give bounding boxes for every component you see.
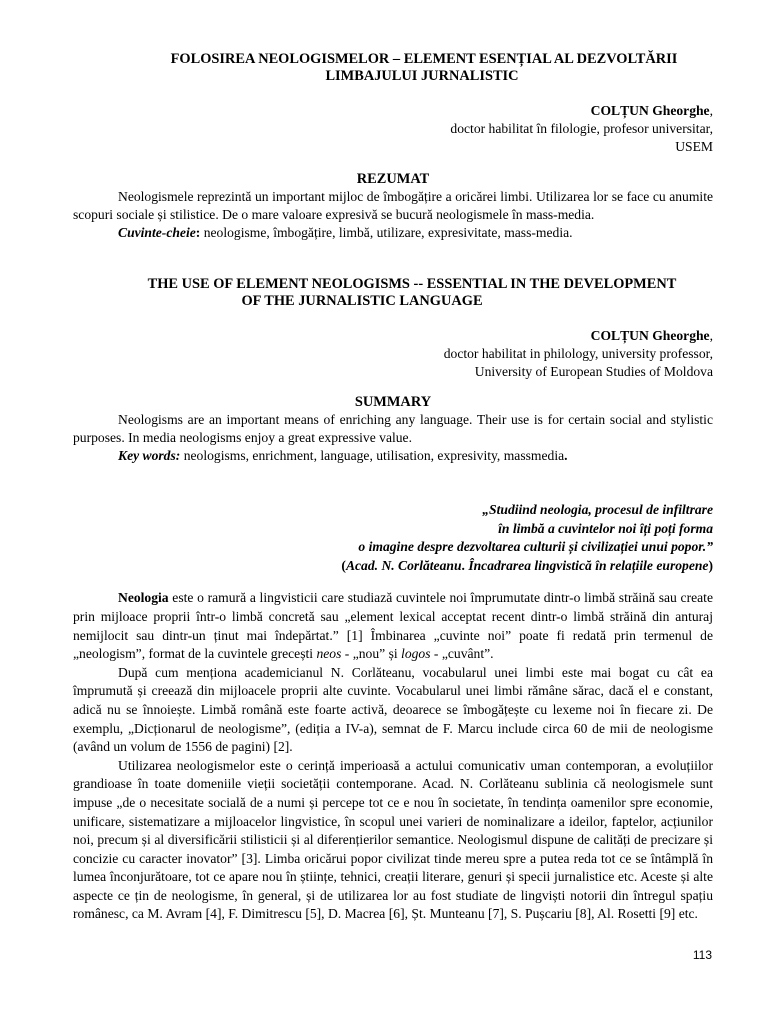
body-p1-logos: logos [401, 646, 431, 662]
body-p1-neos: neos [316, 646, 342, 662]
ro-title-cont [73, 68, 713, 85]
ro-keywords [73, 224, 713, 242]
motto-quote [73, 501, 713, 575]
ro-keywords-label: Cuvinte-cheie [118, 225, 196, 240]
body-term-neologia: Neologia [118, 590, 169, 606]
motto-line3: o imagine despre dezvoltarea culturii și civilizației unui popor.” [358, 539, 713, 555]
motto-line2: în limbă a cuvintelor noi îți poți forma [498, 520, 713, 536]
ro-author-title: doctor habilitat în filologie, profesor universitar, [450, 121, 713, 136]
ro-author-name: COLȚUN Gheorghe [590, 103, 710, 118]
ro-keywords-sep: : [195, 225, 204, 240]
body-p1-b: - „nou” și [341, 646, 402, 662]
body-paragraph-1 [73, 589, 713, 663]
motto-src-work: Încadrarea lingvistică în relațiile europene [468, 557, 709, 573]
ro-author-org: USEM [675, 139, 713, 154]
en-author-name: COLȚUN Gheorghe [590, 328, 710, 343]
en-title-cont [73, 293, 713, 310]
motto-src-close: ) [708, 557, 713, 573]
en-title-line1: THE USE OF ELEMENT NEOLOGISMS -- ESSENTIAL IN THE DEVELOPMENT [147, 276, 677, 292]
ro-abstract-heading: REZUMAT [356, 171, 430, 187]
en-author-comma: , [709, 328, 713, 343]
motto-src-dot: . [461, 557, 469, 573]
motto-src-open: ( [341, 557, 346, 573]
ro-author-block [73, 102, 713, 156]
motto-src-author: Acad. N. Corlăteanu [345, 557, 462, 573]
en-keywords-end: . [564, 448, 568, 463]
motto-line1: „Studiind neologia, procesul de infiltrare [482, 502, 713, 517]
page-number: 113 [692, 948, 712, 962]
en-keywords [73, 447, 713, 465]
en-author-block [73, 327, 713, 381]
en-title [73, 276, 713, 293]
ro-abstract-text: Neologismele reprezintă un important mijloc de îmbogățire a oricărei limbi. Utilizarea lor se face cu anumite scopuri sociale și stilistice. De o mare valoare expresivă se bucură neologismele în mass-media. [73, 189, 713, 222]
en-author-title: doctor habilitat in philology, university professor, [443, 346, 713, 361]
en-keywords-list: neologisms, enrichment, language, utilisation, expresivity, massmedia [180, 448, 565, 463]
ro-title [73, 0, 713, 68]
en-author-org: University of European Studies of Moldova [474, 364, 713, 379]
body-p1-a: este o ramură a lingvisticii care studiază cuvintele noi împrumutate dintr-o limbă străină sau create prin mijloace proprii într-o limbă concretă sau „element lexical acceptat recent dintr-o limbă străină din anturaj nemijlocit sau dintr-un ținut mai îndepărtat.” [1] Îmbinarea „cuvinte noi” poate fi redată prin termenul de „neologism”, format de la cuvintele grecești [73, 590, 713, 662]
en-summary-heading: SUMMARY [354, 394, 432, 410]
body-paragraph-3: Utilizarea neologismelor este o cerință imperioasă a actului comunicativ uman contemporan, a evoluțiilor grandioase în toate domeniile vieții societății contemporane. Acad. N. Corlăteanu sublinia că neologismele sunt impuse „de o necesitate socială de a numi și percepe tot ce e nou în societate, în tendința oamenilor spre economie, unificare, sistematizare a mijloacelor lingvistice, în scopul unei varieri de nominalizare a ideilor, faptelor, acțiunilor noi, precum și al diversificării stilisticii și al diferențierilor semantice. Neologismul dispune de calități de precizare și concizie cu caracter inovator” [3]. Limba oricărui popor civilizat tinde mereu spre a putea reda tot ce se întâmplă în lumea înconjurătoare, tot ce apare nou în științe, tehnici, creații literare, genuri și specii jurnalistice etc. Aceste și alte aspecte ce țin de neologisme, în general, și de utilizarea lor au fost studiate de lingviști notorii din întregul spațiu românesc, ca M. Avram [4], F. Dimitrescu [5], D. Macrea [6], Șt. Munteanu [7], S. Pușcariu [8], Al. Rosetti [9] etc. [73, 757, 713, 922]
ro-keywords-list: neologisme, îmbogățire, limbă, utilizare, expresivitate, mass-media. [203, 225, 573, 240]
en-title-line2: OF THE JURNALISTIC LANGUAGE [241, 293, 483, 309]
ro-title-line1: FOLOSIREA NEOLOGISMELOR – ELEMENT ESENȚIAL AL DEZVOLTĂRII [170, 51, 678, 67]
en-keywords-label: Key words: [118, 448, 181, 463]
body-paragraph-2: După cum menționa academicianul N. Corlăteanu, vocabularul unei limbi este mai bogat cu cât ea împrumută și creează din mijloacele proprii alte cuvinte. Vocabularul unei limbi rămâne sărac, dacă el e constant, adică nu se înnoiește. Limbă română este foarte activă, deoarece se îmbogățește cu lexeme noi în fiecare zi. De exemplu, „Dicționarul de neologisme”, (ediția a IV-a), semnat de F. Marcu include circa 60 de mii de neologisme (având un volum de 1556 de pagini) [2]. [73, 664, 713, 755]
en-summary-text: Neologisms are an important means of enriching any language. Their use is for certain social and stylistic purposes. In media neologisms enjoy a great expressive value. [73, 412, 713, 445]
ro-title-line2: LIMBAJULUI JURNALISTIC [325, 68, 519, 84]
motto-source [73, 557, 713, 576]
ro-author-comma: , [709, 103, 713, 118]
body-p1-c: - „cuvânt”. [430, 646, 494, 662]
